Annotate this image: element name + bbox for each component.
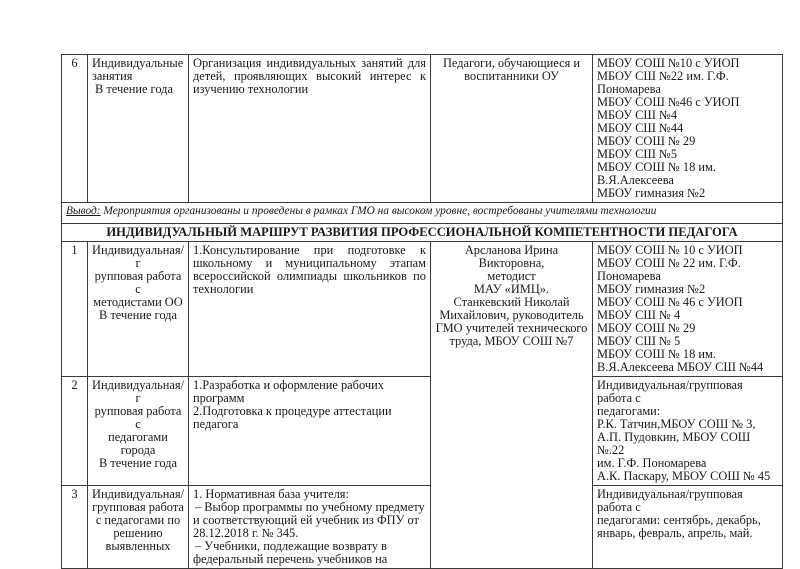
form-line: Индивидуальная/г [92, 243, 185, 270]
responsible-line: труда, МБОУ СОШ №7 [449, 334, 574, 348]
school-line: В.Я.Алексеева МБОУ СШ №44 [597, 360, 764, 374]
responsible-line: Михайлович, руководитель [439, 308, 584, 322]
responsible-line: ГМО учителей технического [435, 321, 588, 335]
conclusion-text: Мероприятия организованы и проведены в рамках ГМО на высоком уровне, востребованы учителями технологии [100, 205, 657, 217]
form-line: В течение года [99, 308, 177, 322]
form-line: рупповая работа с [94, 404, 182, 431]
form-line: Индивидуальная/ [92, 487, 185, 501]
conclusion-label: Вывод: [66, 205, 101, 217]
school-line: им. Г.Ф. Пономарева [597, 456, 707, 470]
activity-content-cell: Организация индивидуальных занятий для детей, проявляющих высокий интерес к изучению технологии [189, 55, 431, 203]
participants-line: Педагоги, обучающиеся и [442, 56, 581, 70]
school-line: А.К. Паскару, МБОУ СОШ № 45 [597, 469, 771, 483]
form-line: Индивидуальная/г [92, 378, 185, 405]
form-line: выявленных [105, 539, 171, 553]
school-line: педагогами: сентябрь, декабрь, [597, 513, 761, 527]
schools-cell [593, 486, 783, 569]
school-line: МБОУ СОШ № 18 им. [597, 347, 716, 361]
school-line: МБОУ СОШ № 18 им. [597, 160, 716, 174]
school-line: Пономарева [597, 82, 661, 96]
content-line: 1.Разработка и оформление рабочих программ [193, 378, 384, 405]
school-line: МБОУ СОШ № 29 [597, 321, 696, 335]
school-line: В.Я.Алексеева [597, 173, 674, 187]
school-line: МБОУ СОШ № 22 им. Г.Ф. [597, 256, 741, 270]
table-row [62, 486, 783, 569]
row-number: 1 [62, 242, 88, 377]
form-line: В течение года [95, 82, 173, 96]
content-line: – Учебники, подлежащие возврату в федеральный перечень учебников на [193, 539, 388, 566]
conclusion-row [62, 203, 783, 224]
school-line: МБОУ СШ № 4 [597, 308, 681, 322]
responsible-cell [431, 242, 593, 569]
participants-cell [431, 55, 593, 203]
responsible-line: Арсланова Ирина Викторовна, [464, 243, 559, 270]
responsible-line: Станкевский Николай [453, 295, 570, 309]
row-number: 6 [62, 55, 88, 203]
activity-content-cell [189, 486, 431, 569]
school-line: январь, февраль, апрель, май. [597, 526, 753, 540]
form-line: Индивидуальные [92, 56, 184, 70]
school-line: МБОУ гимназия №2 [597, 186, 706, 200]
school-line: МБОУ гимназия №2 [597, 282, 706, 296]
form-line: решению [113, 526, 163, 540]
school-line: Индивидуальная/групповая работа с [597, 487, 743, 514]
schools-cell [593, 377, 783, 486]
form-line: города [120, 443, 156, 457]
activity-form-cell [88, 242, 189, 377]
school-line: Пономарева [597, 269, 661, 283]
activity-form-cell [88, 377, 189, 486]
school-line: МБОУ СШ №22 им. Г.Ф. [597, 69, 729, 83]
school-line: МБОУ СОШ №10 с УИОП [597, 56, 740, 70]
activity-table [61, 54, 783, 569]
form-line: рупповая работа с [94, 269, 182, 296]
school-line: педагогами: [597, 404, 661, 418]
activity-content-cell [189, 377, 431, 486]
form-line: занятия [92, 69, 133, 83]
table-row [62, 377, 783, 486]
conclusion-cell [62, 203, 783, 224]
content-line: 1. Нормативная база учителя: [193, 487, 349, 501]
content-line: 2.Подготовка к процедуре аттестации педагога [193, 404, 392, 431]
activity-form-cell [88, 55, 189, 203]
form-line: В течение года [99, 456, 177, 470]
row-number: 2 [62, 377, 88, 486]
table-row [62, 242, 783, 377]
activity-content-cell: 1.Консультирование при подготовке к школьному и муниципальному этапам всероссийской олимпиады школьников по технологии [189, 242, 431, 377]
school-line: МБОУ СОШ № 29 [597, 134, 696, 148]
school-line: МБОУ СШ № 5 [597, 334, 681, 348]
school-line: А.П. Пудовкин, МБОУ СОШ №.22 [597, 430, 751, 457]
school-line: Р.К. Татчин,МБОУ СОШ № 3, [597, 417, 756, 431]
section-title: ИНДИВИДУАЛЬНЫЙ МАРШРУТ РАЗВИТИЯ ПРОФЕССИОНАЛЬНОЙ КОМПЕТЕНТНОСТИ ПЕДАГОГА [62, 224, 783, 242]
activity-form-cell [88, 486, 189, 569]
row-number: 3 [62, 486, 88, 569]
content-line: – Выбор программы по учебному предмету и соответствующий ей учебник из ФПУ от 28.12.2018 г. № 345. [193, 500, 425, 540]
form-line: с педагогами по [95, 513, 181, 527]
school-line: МБОУ СШ №5 [597, 147, 678, 161]
form-line: групповая работа [92, 500, 184, 514]
schools-cell [593, 242, 783, 377]
school-line: Индивидуальная/групповая работа с [597, 378, 743, 405]
school-line: МБОУ СОШ № 10 с УИОП [597, 243, 743, 257]
school-line: МБОУ СШ №44 [597, 121, 684, 135]
school-line: МБОУ СОШ № 46 с УИОП [597, 295, 743, 309]
form-line: педагогами [108, 430, 168, 444]
section-title-row [62, 224, 783, 242]
form-line: методистами ОО [93, 295, 183, 309]
participants-line: воспитанники ОУ [464, 69, 559, 83]
school-line: МБОУ СШ №4 [597, 108, 678, 122]
schools-cell [593, 55, 783, 203]
responsible-line: МАУ «ИМЦ». [473, 282, 550, 296]
school-line: МБОУ СОШ №46 с УИОП [597, 95, 740, 109]
responsible-line: методист [487, 269, 536, 283]
table-row [62, 55, 783, 203]
